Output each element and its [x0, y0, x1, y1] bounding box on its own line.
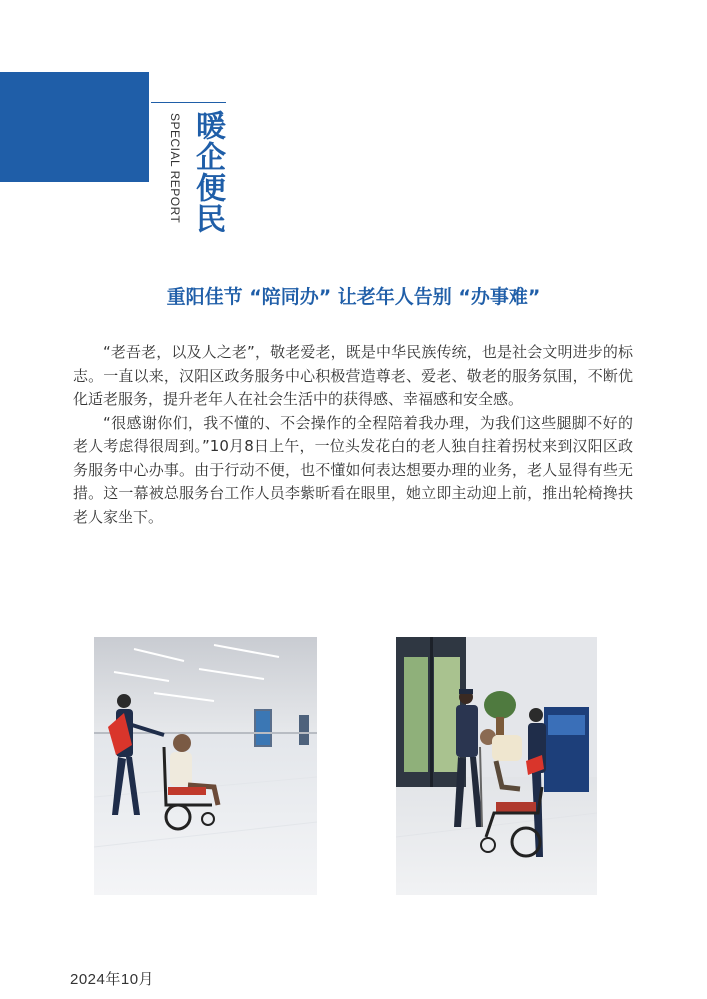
- paragraph-2: “很感谢你们，我不懂的、不会操作的全程陪着我办理，为我们这些腿脚不好的老人考虑得很周到。”10月8日上午，一位头发花白的老人独自拄着拐杖来到汉阳区政务服务中心办事。由于行动不便，也不懂如何表达想要办理的业务，老人显得有些无措。这一幕被总服务台工作人员李紫昕看在眼里，她立即主动迎上前，推出轮椅搀扶老人家坐下。: [73, 413, 633, 526]
- article-title: 重阳佳节 “陪同办” 让老年人告别 “办事难”: [166, 286, 541, 308]
- photo-assist-seating: [396, 637, 597, 895]
- footer-date: 2024年10月: [70, 971, 155, 988]
- header-blue-block: [0, 72, 149, 182]
- photo-wheelchair-assist: [94, 637, 317, 895]
- paragraph-1: “老吾老，以及人之老”，敬老爱老，既是中华民族传统，也是社会文明进步的标志。一直以来，汉阳区政务服务中心积极营造尊老、爱老、敬老的服务氛围，不断优化适老服务，提升老年人在社会生活中的获得感、幸福感和安全感。: [73, 343, 633, 408]
- section-label-cn: 暖企便民: [190, 110, 225, 234]
- section-label-en: SPECIAL REPORT: [168, 113, 182, 224]
- header-rule: [151, 102, 226, 103]
- article-body: [73, 341, 633, 529]
